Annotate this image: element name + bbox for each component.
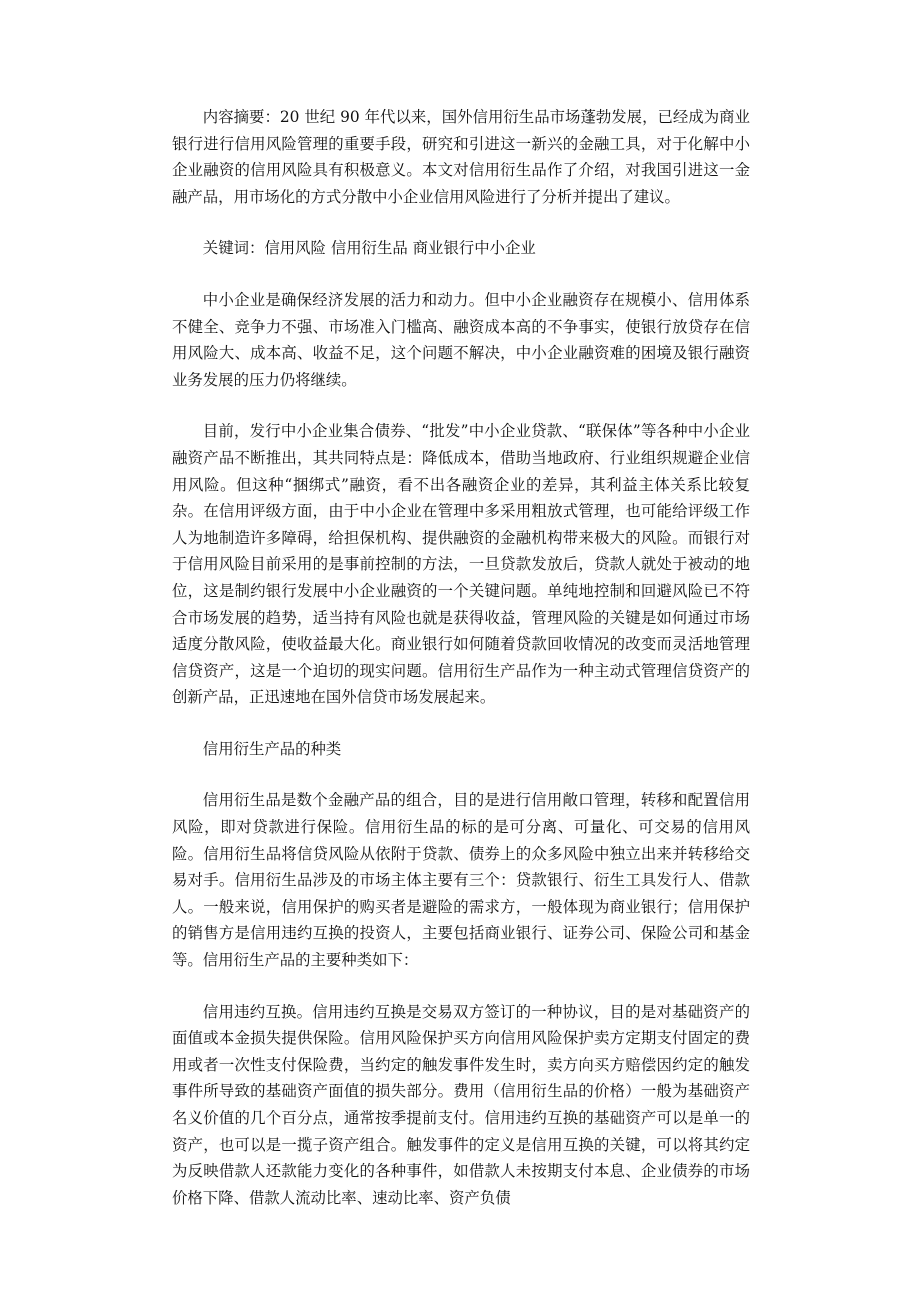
section-heading: 信用衍生产品的种类 <box>202 739 342 758</box>
body-paragraph: 中小企业是确保经济发展的活力和动力。但中小企业融资存在规模小、信用体系不健全、竞争力不强、市场准入门槛高、融资成本高的不争事实，使银行放贷存在信用风险大、成本高、收益不足，这个问题不解决，中小企业融资难的困境及银行融资业务发展的压力仍将继续。 <box>172 290 750 389</box>
document-page <box>172 104 750 1236</box>
keywords-line: 关键词：信用风险 信用衍生品 商业银行中小企业 <box>202 239 536 258</box>
body-paragraph: 目前，发行中小企业集合债券、“批发”中小企业贷款、“联保体”等各种中小企业融资产品不断推出，其共同特点是：降低成本，借助当地政府、行业组织规避企业信用风险。但这种“捆绑式”融资，看不出各融资企业的差异，其利益主体关系比较复杂。在信用评级方面，由于中小企业在管理中多采用粗放式管理，也可能给评级工作人为地制造许多障碍，给担保机构、提供融资的金融机构带来极大的风险。而银行对于信用风险目前采用的是事前控制的方法，一旦贷款发放后，贷款人就处于被动的地位，这是制约银行发展中小企业融资的一个关键问题。单纯地控制和回避风险已不符合市场发展的趋势，适当持有风险也就是获得收益，管理风险的关键是如何通过市场适度分散风险，使收益最大化。商业银行如何随着贷款回收情况的改变而灵活地管理信贷资产，这是一个迫切的现实问题。信用衍生产品作为一种主动式管理信贷资产的创新产品，正迅速地在国外信贷市场发展起来。 <box>172 422 750 707</box>
section-paragraph: 信用违约互换。信用违约互换是交易双方签订的一种协议，目的是对基础资产的面值或本金损失提供保险。信用风险保护买方向信用风险保护卖方定期支付固定的费用或者一次性支付保险费，当约定的触发事件发生时，卖方向买方赔偿因约定的触发事件所导致的基础资产面值的损失部分。费用（信用衍生品的价格）一般为基础资产名义价值的几个百分点，通常按季提前支付。信用违约互换的基础资产可以是单一的资产，也可以是一揽子资产组合。触发事件的定义是信用互换的关键，可以将其约定为反映借款人还款能力变化的各种事件，如借款人未按期支付本息、企业债券的市场价格下降、借款人流动比率、速动比率、资产负债 <box>172 1002 750 1207</box>
section-paragraph: 信用衍生品是数个金融产品的组合，目的是进行信用敞口管理，转移和配置信用风险，即对贷款进行保险。信用衍生品的标的是可分离、可量化、可交易的信用风险。信用衍生品将信贷风险从依附于贷款、债券上的众多风险中独立出来并转移给交易对手。信用衍生品涉及的市场主体主要有三个：贷款银行、衍生工具发行人、借款人。一般来说，信用保护的购买者是避险的需求方，一般体现为商业银行；信用保护的销售方是信用违约互换的投资人，主要包括商业银行、证券公司、保险公司和基金等。信用衍生产品的主要种类如下： <box>172 791 750 970</box>
abstract-paragraph: 内容摘要：20 世纪 90 年代以来，国外信用衍生品市场蓬勃发展，已经成为商业银行进行信用风险管理的重要手段，研究和引进这一新兴的金融工具，对于化解中小企业融资的信用风险具有积极意义。本文对信用衍生品作了介绍，对我国引进这一金融产品，用市场化的方式分散中小企业信用风险进行了分析并提出了建议。 <box>172 108 750 206</box>
